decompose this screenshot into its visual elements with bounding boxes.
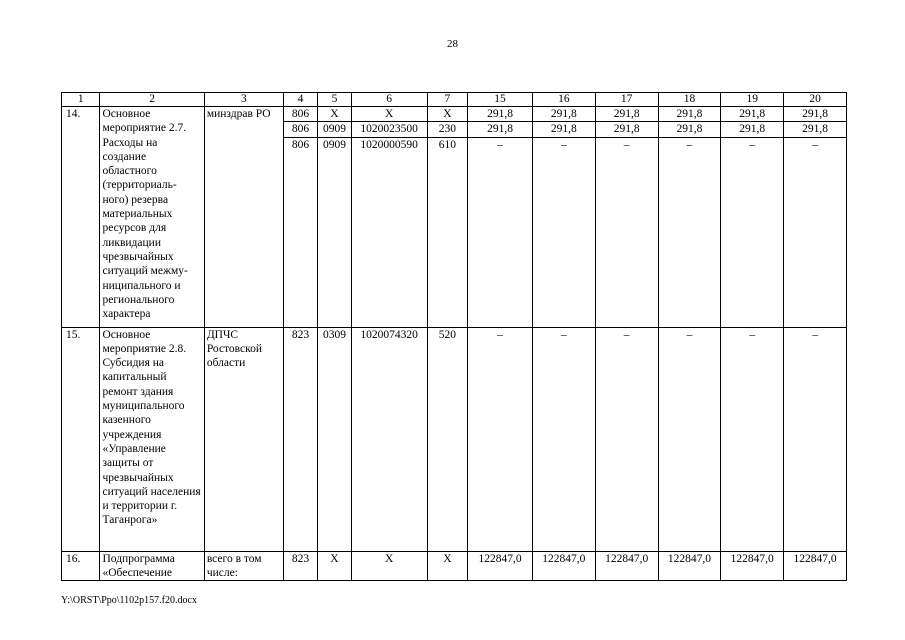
table-cell: 122847,0	[721, 551, 784, 581]
activity-description: Основное мероприятие 2.7. Расходы на создание областного (территориаль-ного) резерва материальных ресурсов для ликвидации чрезвычайных ситуаций межму-ниципального и регионального характера	[100, 107, 204, 328]
col-header: 1	[62, 93, 100, 107]
column-number-row	[62, 93, 847, 107]
activity-description: Подпрограмма «Обеспечение	[100, 551, 204, 581]
table-row	[62, 107, 847, 122]
table-cell: 1020074320	[351, 327, 427, 551]
col-header: 2	[100, 93, 204, 107]
table-cell: –	[658, 137, 721, 327]
row-number: 16.	[62, 551, 100, 581]
table-cell: –	[595, 327, 658, 551]
table-cell: 122847,0	[595, 551, 658, 581]
table-cell: 291,8	[595, 107, 658, 122]
table-cell: 806	[283, 122, 317, 137]
col-header: 19	[721, 93, 784, 107]
table-cell: –	[595, 137, 658, 327]
table-cell: 823	[283, 327, 317, 551]
activity-description: Основное мероприятие 2.8. Субсидия на капитальный ремонт здания муниципального казенного учреждения «Управление защиты от чрезвычайных ситуаций населения и территории г. Таганрога»	[100, 327, 204, 551]
table-cell: X	[351, 551, 427, 581]
row-number: 15.	[62, 327, 100, 551]
table-cell: X	[318, 107, 351, 122]
table-cell: 0909	[318, 122, 351, 137]
table-cell: 291,8	[532, 122, 595, 137]
table-cell: 520	[427, 327, 468, 551]
col-header: 4	[283, 93, 317, 107]
table-row	[62, 327, 847, 551]
table-cell: –	[784, 327, 847, 551]
executor: ДПЧС Ростовской области	[204, 327, 283, 551]
page-number: 28	[447, 38, 458, 50]
table-cell: 806	[283, 107, 317, 122]
col-header: 16	[532, 93, 595, 107]
table-cell: 230	[427, 122, 468, 137]
table-cell: 122847,0	[468, 551, 533, 581]
table-cell: 291,8	[595, 122, 658, 137]
table-row	[62, 551, 847, 581]
col-header: 5	[318, 93, 351, 107]
table-cell: 291,8	[658, 122, 721, 137]
row-number: 14.	[62, 107, 100, 328]
table-cell: –	[658, 327, 721, 551]
table-cell: 0309	[318, 327, 351, 551]
table-cell: 291,8	[468, 122, 533, 137]
table-cell: 291,8	[784, 107, 847, 122]
table-cell: 1020000590	[351, 137, 427, 327]
col-header: 15	[468, 93, 533, 107]
file-path-footer: Y:\ORST\Ppo\1102p157.f20.docx	[61, 595, 197, 606]
table-cell: –	[532, 327, 595, 551]
table-cell: 291,8	[532, 107, 595, 122]
table-cell: –	[532, 137, 595, 327]
col-header: 20	[784, 93, 847, 107]
table-cell: 291,8	[721, 122, 784, 137]
col-header: 18	[658, 93, 721, 107]
table-cell: 122847,0	[658, 551, 721, 581]
table-cell: 610	[427, 137, 468, 327]
table-cell: 122847,0	[784, 551, 847, 581]
table-cell: 291,8	[658, 107, 721, 122]
table-cell: –	[468, 327, 533, 551]
col-header: 17	[595, 93, 658, 107]
col-header: 6	[351, 93, 427, 107]
table-cell: 0909	[318, 137, 351, 327]
table-cell: X	[427, 107, 468, 122]
table-cell: 806	[283, 137, 317, 327]
table-cell: –	[721, 137, 784, 327]
table-cell: –	[468, 137, 533, 327]
col-header: 3	[204, 93, 283, 107]
executor: всего в том числе:	[204, 551, 283, 581]
budget-table	[61, 92, 847, 581]
table-cell: 291,8	[721, 107, 784, 122]
table-cell: 1020023500	[351, 122, 427, 137]
table-cell: X	[318, 551, 351, 581]
table-cell: 823	[283, 551, 317, 581]
table-cell: –	[784, 137, 847, 327]
table-cell: X	[427, 551, 468, 581]
table-cell: X	[351, 107, 427, 122]
table-cell: 291,8	[468, 107, 533, 122]
col-header: 7	[427, 93, 468, 107]
executor: минздрав РО	[204, 107, 283, 328]
table-cell: 122847,0	[532, 551, 595, 581]
table-cell: 291,8	[784, 122, 847, 137]
table-cell: –	[721, 327, 784, 551]
